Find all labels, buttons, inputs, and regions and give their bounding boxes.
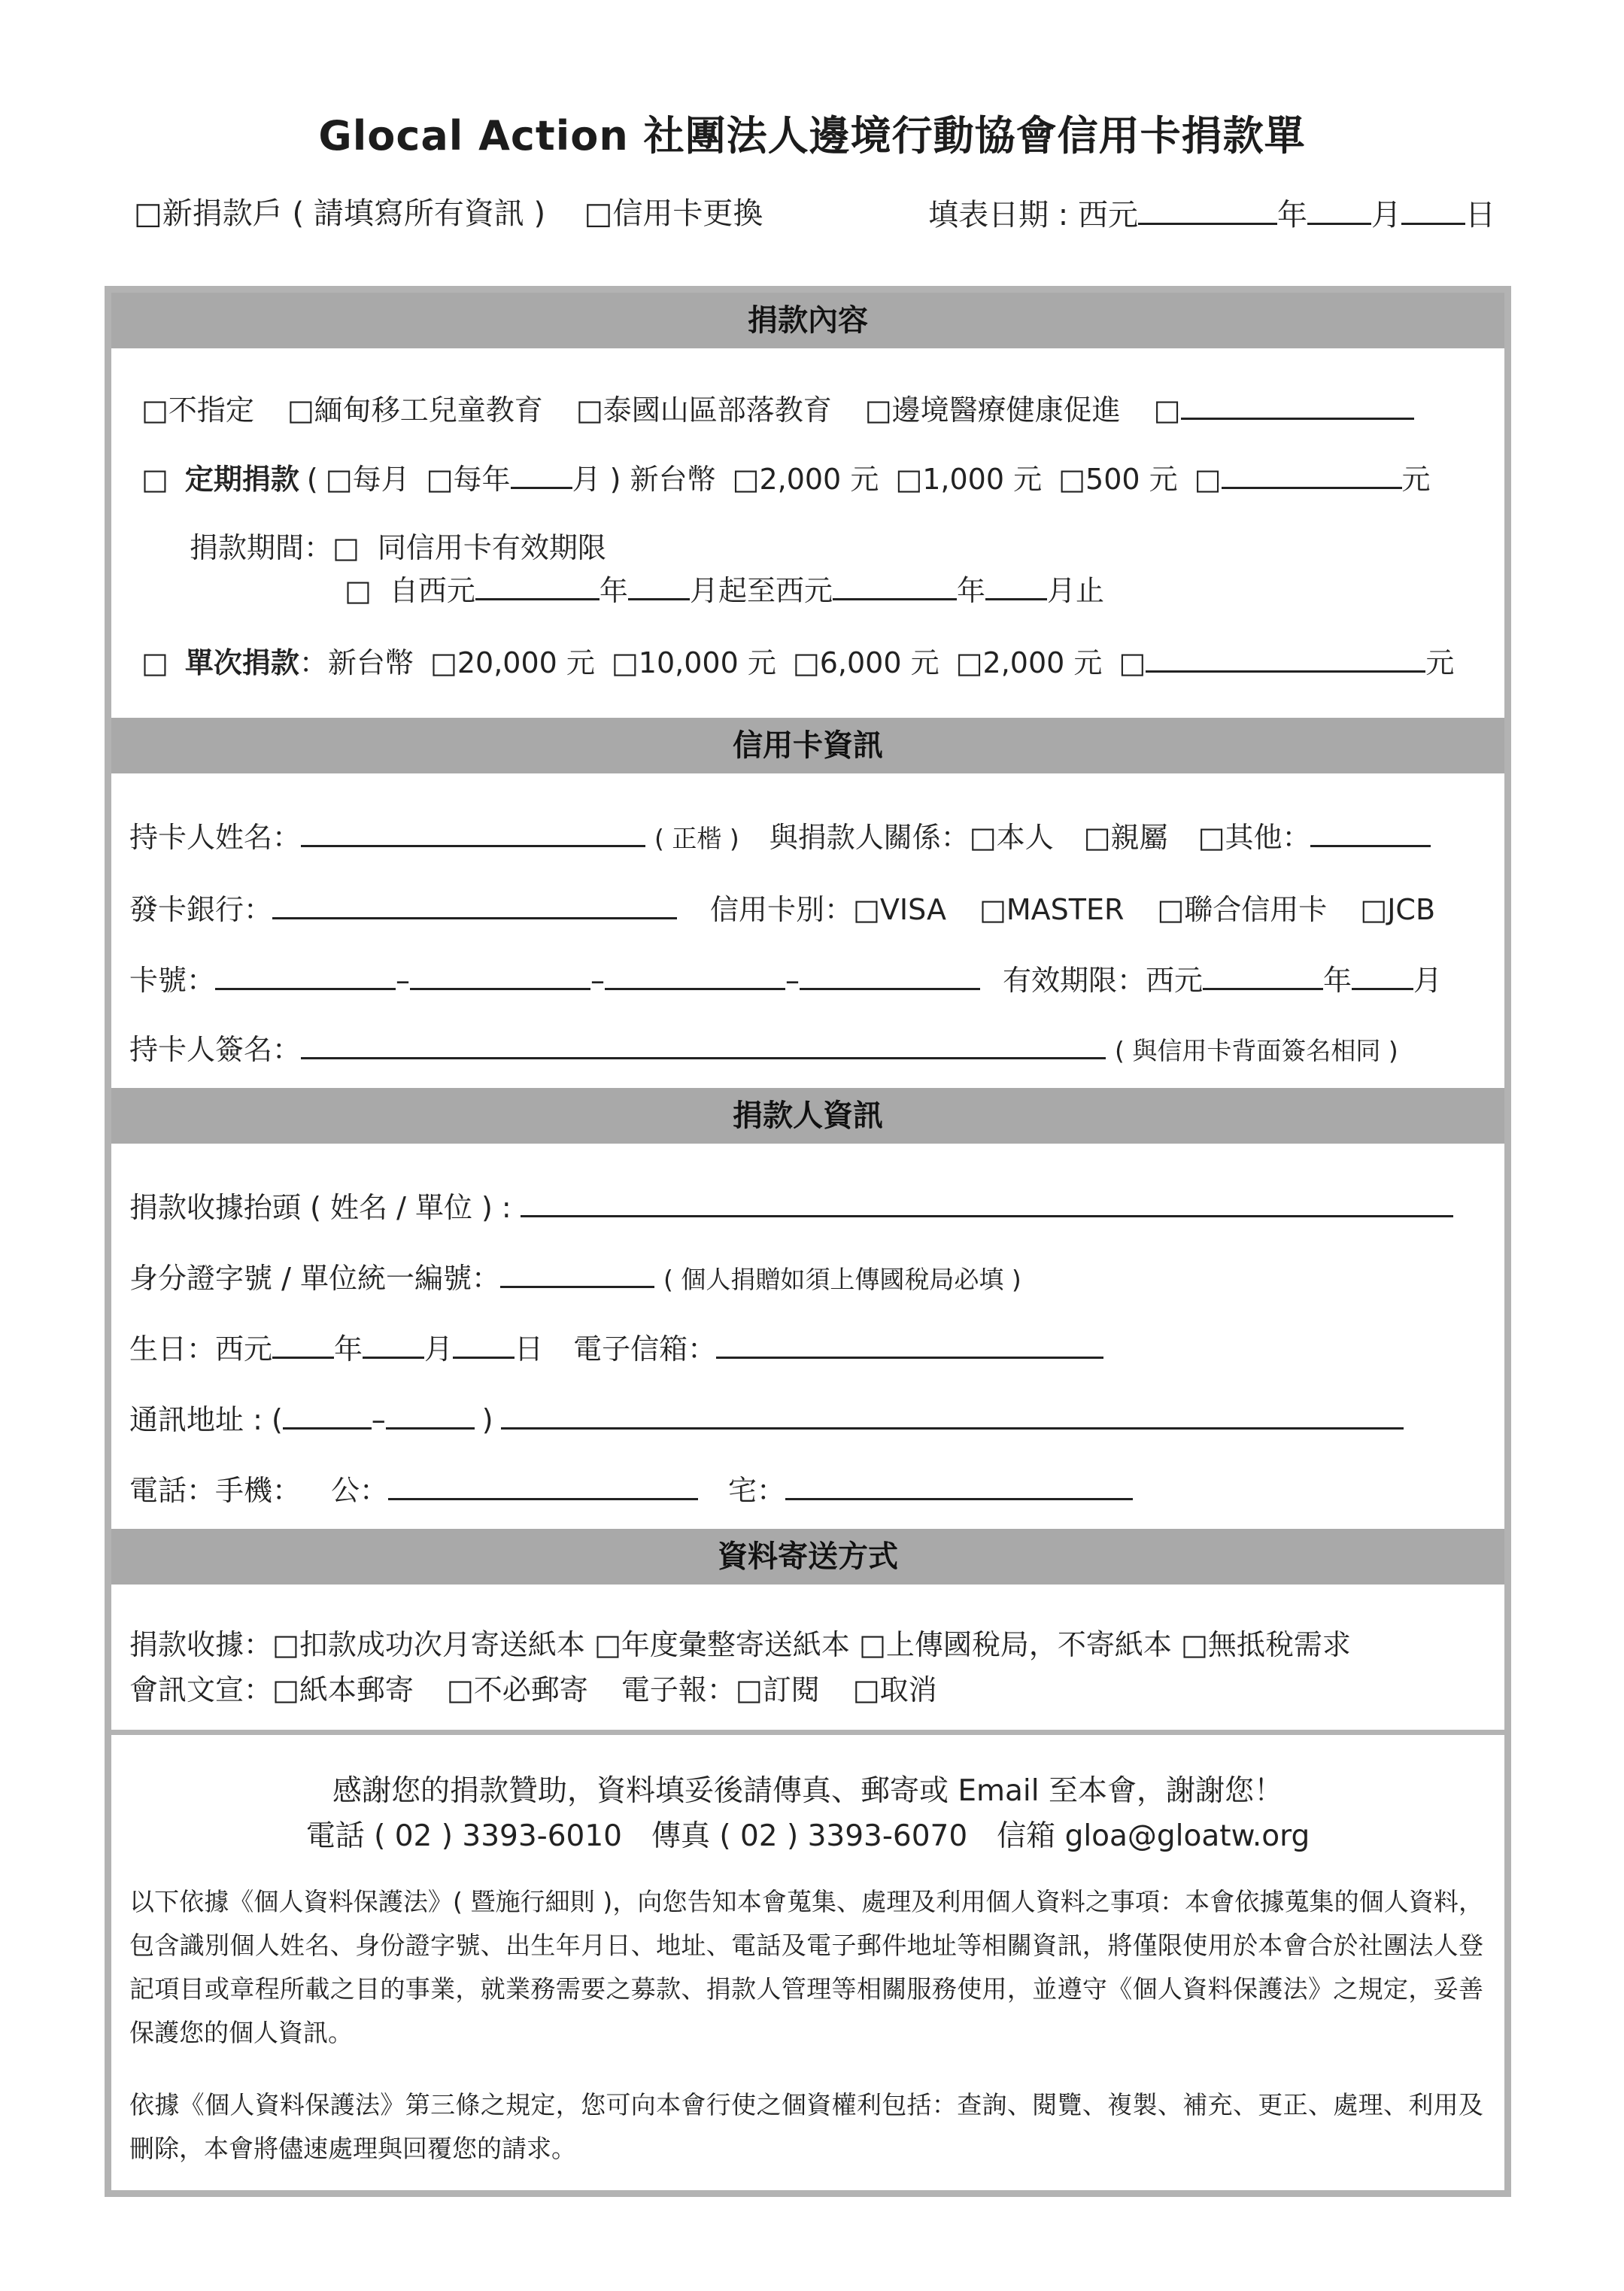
newsletter-paper[interactable]: 會訊文宣：□紙本郵寄 — [129, 1673, 414, 1706]
period-from-month[interactable] — [628, 565, 690, 600]
same-as-card-label: 同信用卡有效期限 — [377, 531, 606, 564]
dash-2: – — [590, 964, 606, 997]
id-field[interactable] — [500, 1253, 654, 1288]
print-note: ( 正楷 ) — [654, 824, 739, 853]
bank-row — [129, 884, 1435, 928]
period-month2: 月止 — [1046, 574, 1104, 607]
single-other[interactable]: □ — [1119, 646, 1146, 679]
newsletter-row — [129, 1667, 937, 1708]
id-row — [129, 1253, 1021, 1296]
holder-name-field[interactable] — [301, 812, 645, 847]
monthly-2000[interactable]: □2,000 元 — [732, 463, 879, 496]
section-header-donor: 捐款人資訊 — [111, 1088, 1504, 1144]
signature-row — [129, 1024, 1398, 1068]
expiry-year-label: 年 — [1323, 964, 1352, 997]
phone-row — [129, 1465, 1133, 1509]
expiry-month-label: 月 — [1413, 964, 1443, 997]
designation-row — [141, 384, 1414, 428]
form-frame — [105, 286, 1511, 2197]
receipt-title-row — [129, 1182, 1453, 1226]
period-to-year[interactable] — [833, 565, 957, 600]
holder-name-label: 持卡人姓名： — [129, 821, 302, 854]
mobile-label: 電話：手機： — [129, 1474, 302, 1507]
form-title: Glocal Action 社團法人邊境行動協會信用卡捐款單 — [318, 112, 1306, 160]
card-type-master[interactable]: □MASTER — [979, 893, 1125, 926]
card-number-row — [129, 955, 1442, 998]
birth-day-field[interactable] — [453, 1323, 515, 1359]
period-from-label: 自西元 — [389, 574, 475, 607]
expiry-label: 有效期限：西元 — [1003, 964, 1204, 997]
card-number-2[interactable] — [410, 955, 590, 990]
birthday-label: 生日：西元 — [129, 1332, 273, 1366]
monthly-ntd-label: 月 ) 新台幣 — [572, 463, 716, 496]
period-row-2 — [345, 565, 1104, 609]
thanks-note: 感謝您的捐款贊助，資料填妥後請傳真、郵寄或 Email 至本會，謝謝您！ — [332, 1774, 1283, 1808]
monthly-other-field[interactable] — [1222, 454, 1402, 489]
footer-divider — [111, 1730, 1504, 1735]
single-ntd: ：新台幣 — [299, 646, 414, 679]
receipt-title-field[interactable] — [521, 1182, 1453, 1217]
single-label: 單次捐款 — [184, 646, 299, 679]
monthly-unit: 元 — [1401, 463, 1431, 496]
fill-date — [928, 190, 1495, 234]
single-20000[interactable]: □20,000 元 — [430, 646, 595, 679]
privacy-notice-2: 依據《個人資料保護法》第三條之規定，您可向本會行使之個資權利包括：查詢、閱覽、複製、補充、更正、處理、利用及刪除，本會將儘速處理與回覆您的請求。 — [129, 2090, 1483, 2163]
monthly-1000[interactable]: □1,000 元 — [895, 463, 1043, 496]
single-10000[interactable]: □10,000 元 — [611, 646, 776, 679]
year-label: 年 — [1277, 198, 1307, 232]
period-year1: 年 — [599, 574, 628, 607]
id-label: 身分證字號 / 單位統一編號： — [129, 1262, 500, 1295]
new-donor-checkbox[interactable]: □新捐款戶 ( 請填寫所有資訊 ) — [134, 196, 546, 231]
epaper-subscribe[interactable]: 電子報：□訂閱 — [621, 1673, 820, 1706]
birth-day-label: 日 — [515, 1332, 544, 1366]
relation-other[interactable]: □其他： — [1198, 821, 1311, 854]
single-6000[interactable]: □6,000 元 — [792, 646, 939, 679]
birth-year-field[interactable] — [272, 1323, 334, 1359]
designation-thailand[interactable]: □泰國山區部落教育 — [575, 393, 832, 427]
fill-date-month-field[interactable] — [1307, 190, 1371, 225]
dash-3: – — [785, 964, 800, 997]
card-number-3[interactable] — [605, 955, 785, 990]
expiry-year-field[interactable] — [1203, 955, 1323, 990]
single-checkbox[interactable]: □ — [141, 646, 168, 679]
monthly-checkbox[interactable]: □ — [141, 463, 168, 496]
relation-other-field[interactable] — [1310, 812, 1431, 847]
address-field[interactable] — [501, 1394, 1404, 1430]
birthday-row — [129, 1323, 1103, 1367]
period-to-month[interactable] — [985, 565, 1047, 600]
form-type-line — [134, 190, 1495, 235]
card-number-label: 卡號： — [129, 964, 216, 997]
section-header-delivery: 資料寄送方式 — [111, 1529, 1504, 1585]
designation-none[interactable]: □不指定 — [141, 393, 254, 427]
month-label: 月 — [1371, 198, 1401, 232]
card-type-jcb[interactable]: □JCB — [1360, 893, 1436, 926]
single-unit: 元 — [1425, 646, 1455, 679]
monthly-label: 定期捐款 — [184, 463, 299, 496]
home-label: 宅： — [728, 1474, 786, 1507]
birth-year-label: 年 — [334, 1332, 363, 1366]
designation-medical[interactable]: □邊境醫療健康促進 — [864, 393, 1121, 427]
monthly-500[interactable]: □500 元 — [1058, 463, 1178, 496]
relation-relative[interactable]: □親屬 — [1083, 821, 1168, 854]
epaper-cancel[interactable]: □取消 — [852, 1673, 937, 1706]
single-row — [141, 637, 1454, 681]
period-custom-checkbox[interactable]: □ — [345, 574, 372, 607]
email-field[interactable] — [716, 1323, 1103, 1359]
every-year-month-field[interactable] — [511, 454, 572, 489]
card-type-union[interactable]: □聯合信用卡 — [1157, 893, 1328, 926]
single-other-field[interactable] — [1146, 637, 1425, 673]
id-note: ( 個人捐贈如須上傳國稅局必填 ) — [663, 1265, 1021, 1294]
bank-label: 發卡銀行： — [129, 893, 273, 926]
birth-month-label: 月 — [424, 1332, 454, 1366]
section-header-donation: 捐款內容 — [111, 293, 1504, 348]
section-header-card: 信用卡資訊 — [111, 718, 1504, 773]
single-2000[interactable]: □2,000 元 — [955, 646, 1103, 679]
every-year-checkbox[interactable]: □每年 — [426, 463, 511, 496]
period-year2: 年 — [956, 574, 985, 607]
card-type-visa[interactable]: 信用卡別：□VISA — [710, 893, 946, 926]
office-label: 公： — [331, 1474, 389, 1507]
birth-month-field[interactable] — [363, 1323, 424, 1359]
signature-label: 持卡人簽名： — [129, 1033, 302, 1066]
card-number-4[interactable] — [800, 955, 980, 990]
address-dash: – — [371, 1403, 386, 1436]
contact-info: 電話 ( 02 ) 3393-6010 傳真 ( 02 ) 3393-6070 信箱 gloa@gloatw.org — [305, 1819, 1310, 1853]
postcode-field-2[interactable] — [386, 1394, 475, 1430]
office-phone-field[interactable] — [388, 1465, 698, 1500]
fill-date-day-field[interactable] — [1401, 190, 1465, 225]
period-month1: 月起至西元 — [689, 574, 833, 607]
postcode-field-1[interactable] — [283, 1394, 372, 1430]
privacy-notice-1: 以下依據《個人資料保護法》( 暨施行細則 )，向您告知本會蒐集、處理及利用個人資料之事項：本會依據蒐集的個人資料，包含識別個人姓名、身份證字號、出生年月日、地址、電話及電子郵件地址等相關資訊，將僅限使用於本會合於社團法人登記項目或章程所載之目的事業，就業務需要之募款、捐款人管理等相關服務使用，並遵守《個人資料保護法》之規定，妥善保護您的個人資訊。 — [129, 1887, 1483, 2047]
paren-open: ( — [306, 463, 318, 496]
receipt-title-label: 捐款收據抬頭 ( 姓名 / 單位 ) : — [129, 1191, 511, 1224]
bank-field[interactable] — [272, 884, 677, 919]
designation-other[interactable]: □ — [1153, 393, 1181, 427]
period-from-year[interactable] — [475, 565, 600, 600]
fill-date-label: 填表日期 : 西元 — [928, 198, 1138, 232]
monthly-other[interactable]: □ — [1194, 463, 1222, 496]
dash-1: – — [396, 964, 411, 997]
address-row — [129, 1394, 1404, 1438]
fill-date-year-field[interactable] — [1138, 190, 1277, 225]
email-label: 電子信箱： — [573, 1332, 717, 1366]
holder-row — [129, 812, 1431, 855]
receipt-delivery-row[interactable]: 捐款收據：□扣款成功次月寄送紙本 □年度彙整寄送紙本 □上傳國稅局，不寄紙本 □無抵稅需求 — [129, 1628, 1351, 1661]
card-change-checkbox[interactable]: □信用卡更換 — [584, 196, 763, 231]
card-number-1[interactable] — [215, 955, 396, 990]
expiry-month-field[interactable] — [1352, 955, 1413, 990]
signature-field[interactable] — [301, 1024, 1106, 1059]
day-label: 日 — [1465, 198, 1495, 232]
home-phone-field[interactable] — [785, 1465, 1133, 1500]
period-label[interactable]: 捐款期間：□ — [190, 531, 360, 564]
address-label: 通訊地址 : ( — [129, 1403, 283, 1436]
monthly-row — [141, 454, 1431, 497]
address-close: ) — [481, 1403, 493, 1436]
relation-self[interactable]: 與捐款人關係：□本人 — [769, 821, 1054, 854]
period-row-1 — [190, 524, 606, 566]
every-month-checkbox[interactable]: □每月 — [325, 463, 410, 496]
designation-myanmar[interactable]: □緬甸移工兒童教育 — [287, 393, 543, 427]
signature-note: ( 與信用卡背面簽名相同 ) — [1115, 1036, 1398, 1065]
designation-other-field[interactable] — [1181, 384, 1414, 420]
newsletter-no-mail[interactable]: □不必郵寄 — [446, 1673, 588, 1706]
